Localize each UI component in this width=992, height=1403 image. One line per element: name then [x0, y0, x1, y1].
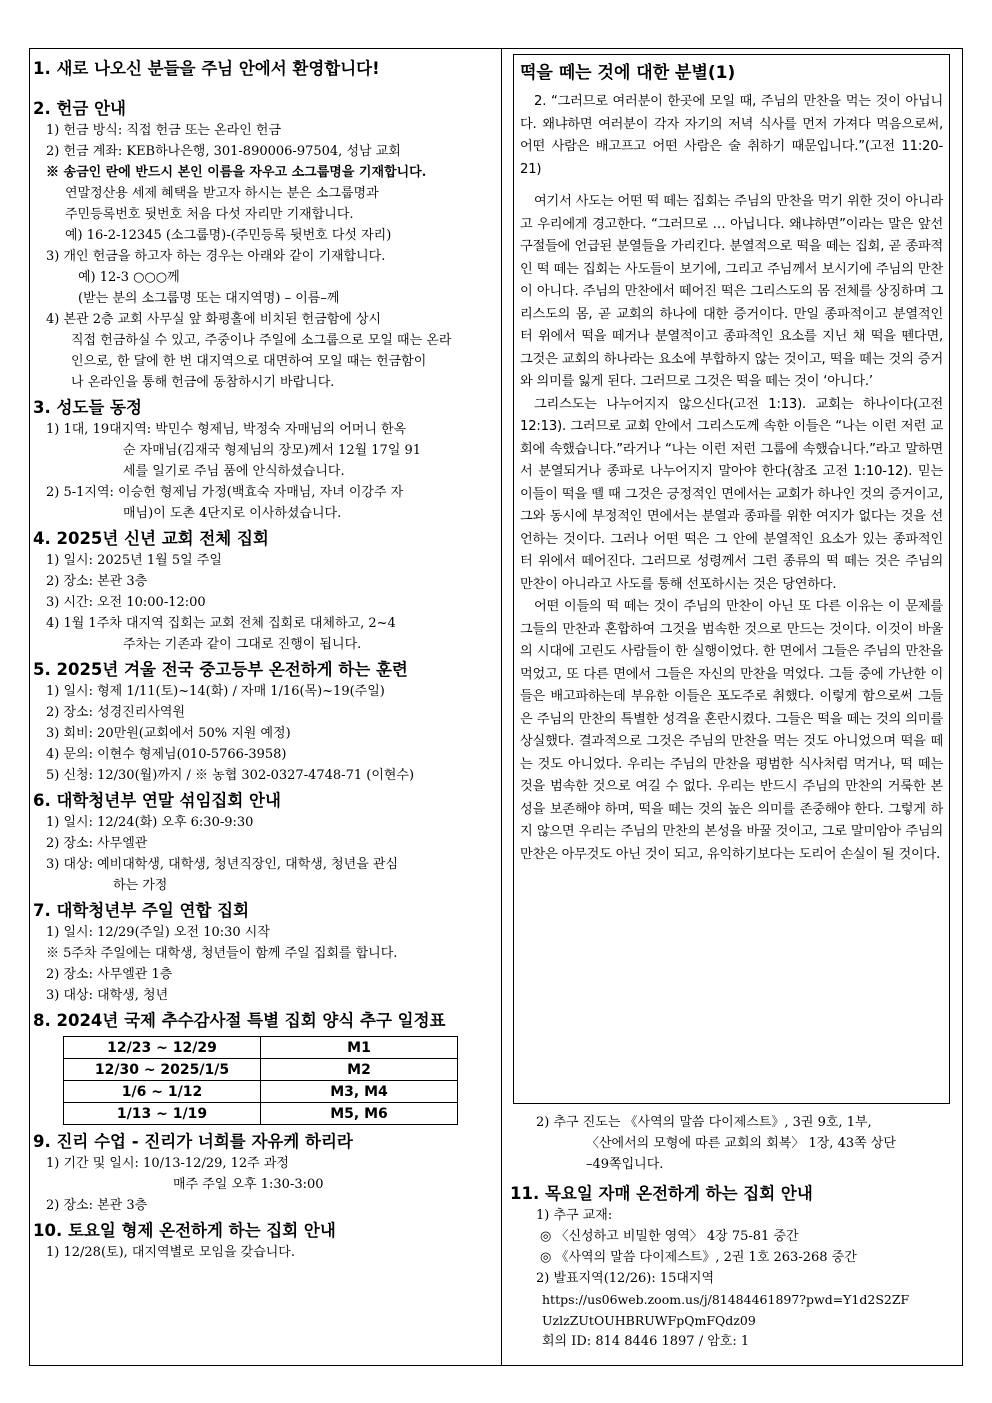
- s2-line: 직접 헌금하실 수 있고, 주중이나 주일에 소그룹으로 모일 때는 온라: [71, 333, 452, 348]
- s7-line: 2) 장소: 사무엘관 1층: [46, 967, 173, 982]
- s2-line: 예) 16-2-12345 (소그룹명)-(주민등록 뒷번호 다섯 자리): [65, 228, 392, 243]
- table-row: [64, 1081, 458, 1103]
- s2-line: 예) 12-3 ○○○께: [78, 270, 180, 285]
- article-paragraph: 그리스도는 나누어지지 않으신다(고전 1:13). 교회는 하나이다(고전 12:13). 그러므로 교회 안에서 그리스도께 속한 이들은 “나는 이런 저런 교회에 속했습니다.”라거나 “나는 이런 저런 그룹에 속했습니다.”라고 말하면서 분열되거나 종파로 나누어지지 말아야 한다(참조 고전 1:10-12). 믿는 이들이 떡을 뗄 때 그것은 긍정적인 면에서는 교회가 하나인 것의 증거이고, 그와 동시에 부정적인 면에서는 분열과 종파를 위한 여지가 없다는 것을 선언하는 것이다. 그러나 어떤 떡은 그 안에 분열적인 요소가 있는 종파적인 터 위에서 떼어진다. 그러므로 성령께서 그런 종류의 떡 떼는 것은 주님의 만찬이 아니라고 사도를 통해 선포하시는 것은 당연하다.: [520, 396, 943, 592]
- followup-line: 〈산에서의 모형에 따른 교회의 회복〉 1장, 43쪽 상단: [586, 1136, 896, 1151]
- s7-line: 3) 대상: 대학생, 청년: [46, 988, 169, 1003]
- s5-line: 5) 신청: 12/30(월)까지 / ※ 농협 302-0327-4748-71 (이현수): [46, 768, 415, 783]
- s2-line: 4) 본관 2층 교회 사무실 앞 화평홀에 비치된 헌금함에 상시: [46, 312, 382, 327]
- article-paragraph: 2. “그러므로 여러분이 한곳에 모일 때, 주님의 만찬을 먹는 것이 아닙니다. 왜냐하면 여러분이 각자 자기의 저녁 식사를 먼저 가져다 먹음으로써, 어떤 사람은 배고프고 어떤 사람은 술 취하기 때문입니다.”(고전 11:20-21): [520, 94, 943, 177]
- s4-line: 4) 1월 1주차 대지역 집회는 교회 전체 집회로 대체하고, 2~4: [46, 616, 396, 631]
- section-10-title: 10. 토요일 형제 온전하게 하는 집회 안내: [33, 1221, 336, 1240]
- column-divider: [501, 48, 502, 1366]
- s4-line: 2) 장소: 본관 3층: [46, 574, 148, 589]
- s9-line: 매주 주일 오후 1:30-3:00: [173, 1177, 324, 1192]
- schedule-table: [63, 1036, 458, 1125]
- s3-line: 1) 1대, 19대지역: 박민수 형제님, 박정숙 자매님의 어머니 한옥: [46, 422, 407, 437]
- followup-line: 2) 추구 진도는 《사역의 말씀 다이제스트》, 3권 9호, 1부,: [536, 1115, 872, 1130]
- s4-line: 1) 일시: 2025년 1월 5일 주일: [46, 553, 222, 568]
- section-6-title: 6. 대학청년부 연말 섞임집회 안내: [33, 791, 281, 810]
- section-1-title: 1. 새로 나오신 분들을 주님 안에서 환영합니다!: [33, 59, 380, 78]
- s11-line: 1) 추구 교재:: [536, 1208, 613, 1223]
- s5-line: 4) 문의: 이현수 형제님(010-5766-3958): [46, 747, 287, 762]
- section-3-title: 3. 성도들 동정: [33, 398, 142, 417]
- s2-line: (받는 분의 소그룹명 또는 대지역명) – 이름–께: [78, 291, 340, 306]
- s11-line: ◎ 《사역의 말씀 다이제스트》, 2권 1호 263-268 중간: [540, 1250, 857, 1265]
- s7-line: 1) 일시: 12/29(주일) 오전 10:30 시작: [46, 925, 270, 940]
- table-cell: M5, M6: [261, 1103, 458, 1125]
- s7-line: ※ 5주차 주일에는 대학생, 청년들이 함께 주일 집회를 합니다.: [46, 946, 398, 961]
- article-box: [513, 54, 950, 1104]
- s4-line: 주차는 기존과 같이 그대로 진행이 됩니다.: [123, 637, 362, 652]
- table-row: [64, 1059, 458, 1081]
- s10-line: 1) 12/28(토), 대지역별로 모임을 갖습니다.: [46, 1245, 295, 1260]
- s2-line: 1) 헌금 방식: 직접 헌금 또는 온라인 헌금: [46, 123, 282, 138]
- table-row: [64, 1103, 458, 1125]
- section-8-title: 8. 2024년 국제 추수감사절 특별 집회 양식 추구 일정표: [33, 1011, 446, 1030]
- table-cell: 12/23 ~ 12/29: [64, 1037, 261, 1059]
- table-cell: 1/6 ~ 1/12: [64, 1081, 261, 1103]
- s2-line: 연말정산용 세제 혜택을 받고자 하시는 분은 소그룹명과: [65, 186, 379, 201]
- followup-line: –49쪽입니다.: [586, 1157, 664, 1172]
- article-paragraph: 여기서 사도는 어떤 떡 떼는 집회는 주님의 만찬을 먹기 위한 것이 아니라고 우리에게 경고한다. “그러므로 … 아닙니다. 왜냐하면”이라는 말은 앞선 구절들에 언급된 분열들을 가리킨다. 분열적으로 떡을 떼는 집회, 곧 종파적인 떡 떼는 집회는 사도들이 보기에, 그리고 주님께서 보시기에 주님의 만찬이 아니다. 주님의 만찬에서 떼어진 떡은 그리스도의 몸 전체를 상징하며 그리스도의 몸, 곧 교회의 하나에 대한 증거이다. 만일 종파적이고 분열적인 터 위에서 떡을 떼거나 분열적이고 종파적인 요소를 지닌 채 떡을 뗀다면, 그것은 교회의 하나라는 요소에 부합하지 않는 것이고, 떡을 떼는 것의 증거와 의미를 잃게 된다. 그러므로 그것은 떡을 떼는 것이 ‘아니다.’: [520, 194, 943, 389]
- s5-line: 3) 회비: 20만원(교회에서 50% 지원 예정): [46, 726, 291, 741]
- s2-line: 주민등록번호 뒷번호 처음 다섯 자리만 기재합니다.: [65, 207, 354, 222]
- s6-line: 하는 가정: [113, 878, 168, 893]
- s11-line: ◎ 〈신성하고 비밀한 영역〉 4장 75-81 중간: [540, 1229, 799, 1244]
- s2-line: ※ 송금인 란에 반드시 본인 이름을 자우고 소그룹명을 기재합니다.: [46, 165, 427, 180]
- right-lower: [510, 1112, 958, 1352]
- s3-line: 2) 5-1지역: 이승헌 형제님 가정(백효숙 자매님, 자녀 이강주 자: [46, 485, 404, 500]
- meeting-id: 회의 ID: 814 8446 1897 / 암호: 1: [542, 1334, 750, 1349]
- s6-line: 1) 일시: 12/24(화) 오후 6:30-9:30: [46, 815, 254, 830]
- zoom-link-cont[interactable]: UzlzZUtOUHBRUWFpQmFQdz09: [542, 1313, 756, 1328]
- section-5-title: 5. 2025년 겨울 전국 중고등부 온전하게 하는 훈련: [33, 660, 408, 679]
- left-column: [33, 58, 493, 1263]
- section-11-title: 11. 목요일 자매 온전하게 하는 집회 안내: [510, 1184, 813, 1203]
- s5-line: 2) 장소: 성경진리사역원: [46, 705, 186, 720]
- table-cell: M1: [261, 1037, 458, 1059]
- section-2-title: 2. 헌금 안내: [33, 99, 126, 118]
- s3-line: 매님)이 도촌 4단지로 이사하셨습니다.: [123, 506, 342, 521]
- s2-line: 나 온라인을 통해 헌금에 동참하시기 바랍니다.: [71, 375, 335, 390]
- section-7-title: 7. 대학청년부 주일 연합 집회: [33, 901, 250, 920]
- table-cell: M2: [261, 1059, 458, 1081]
- s9-line: 1) 기간 및 일시: 10/13-12/29, 12주 과정: [46, 1156, 289, 1171]
- s6-line: 2) 장소: 사무엘관: [46, 836, 148, 851]
- s3-line: 순 자매님(김재국 형제님의 장모)께서 12월 17일 91: [123, 443, 422, 458]
- table-cell: M3, M4: [261, 1081, 458, 1103]
- s3-line: 세를 일기로 주님 품에 안식하셨습니다.: [123, 464, 345, 479]
- section-4-title: 4. 2025년 신년 교회 전체 집회: [33, 529, 269, 548]
- s6-line: 3) 대상: 예비대학생, 대학생, 청년직장인, 대학생, 청년을 관심: [46, 857, 399, 872]
- s9-line: 2) 장소: 본관 3층: [46, 1198, 148, 1213]
- section-9-title: 9. 진리 수업 - 진리가 너희를 자유케 하리라: [33, 1132, 353, 1151]
- s2-line: 2) 헌금 계좌: KEB하나은행, 301-890006-97504, 성남 교회: [46, 144, 401, 159]
- s11-line: 2) 발표지역(12/26): 15대지역: [536, 1271, 715, 1286]
- table-cell: 1/13 ~ 1/19: [64, 1103, 261, 1125]
- table-cell: 12/30 ~ 2025/1/5: [64, 1059, 261, 1081]
- s5-line: 1) 일시: 형제 1/11(토)~14(화) / 자매 1/16(목)~19(주일): [46, 684, 385, 699]
- table-row: [64, 1037, 458, 1059]
- article-paragraph: 어떤 이들의 떡 떼는 것이 주님의 만찬이 아닌 또 다른 이유는 이 문제를 그들의 만찬과 혼합하여 그것을 범속한 것으로 만드는 것이다. 이것이 바울의 시대에 고린도 사람들이 한 실행이었다. 한 면에서 그들은 주님의 만찬을 먹었고, 또 다른 면에서 그들은 자신의 만찬을 먹었다. 그들 중에 가난한 이들은 배고파하는데 부유한 이들은 포도주로 취했다. 이렇게 함으로써 그들은 주님의 만찬의 특별한 성격을 혼란시켰다. 그들은 떡을 떼는 것의 의미를 상실했다. 결과적으로 그것은 주님의 만찬을 먹는 것도 아니었으며 떡을 떼는 것도 아니었다. 우리는 주님의 만찬을 평범한 식사처럼 먹거나, 떡 떼는 것을 범속한 것으로 여길 수 없다. 우리는 반드시 주님의 만찬의 거룩한 본성을 보존해야 하며, 떡을 떼는 것의 높은 의미를 존중해야 한다. 그렇게 하지 않으면 우리는 주님의 만찬의 본성을 바꿀 것이고, 그로 말미암아 주님의 만찬은 아무것도 아닌 것이 되고, 유익하기보다는 도리어 손실이 될 것이다.: [520, 599, 943, 862]
- s2-line: 인으로, 한 달에 한 번 대지역으로 대면하여 모일 때는 헌금함이: [71, 354, 427, 369]
- article-title: 떡을 떼는 것에 대한 분별(1): [520, 63, 736, 83]
- zoom-link[interactable]: https://us06web.zoom.us/j/81484461897?pwd=Y1d2S2ZF: [542, 1292, 910, 1307]
- s2-line: 3) 개인 헌금을 하고자 하는 경우는 아래와 같이 기재합니다.: [46, 249, 386, 264]
- s4-line: 3) 시간: 오전 10:00-12:00: [46, 595, 206, 610]
